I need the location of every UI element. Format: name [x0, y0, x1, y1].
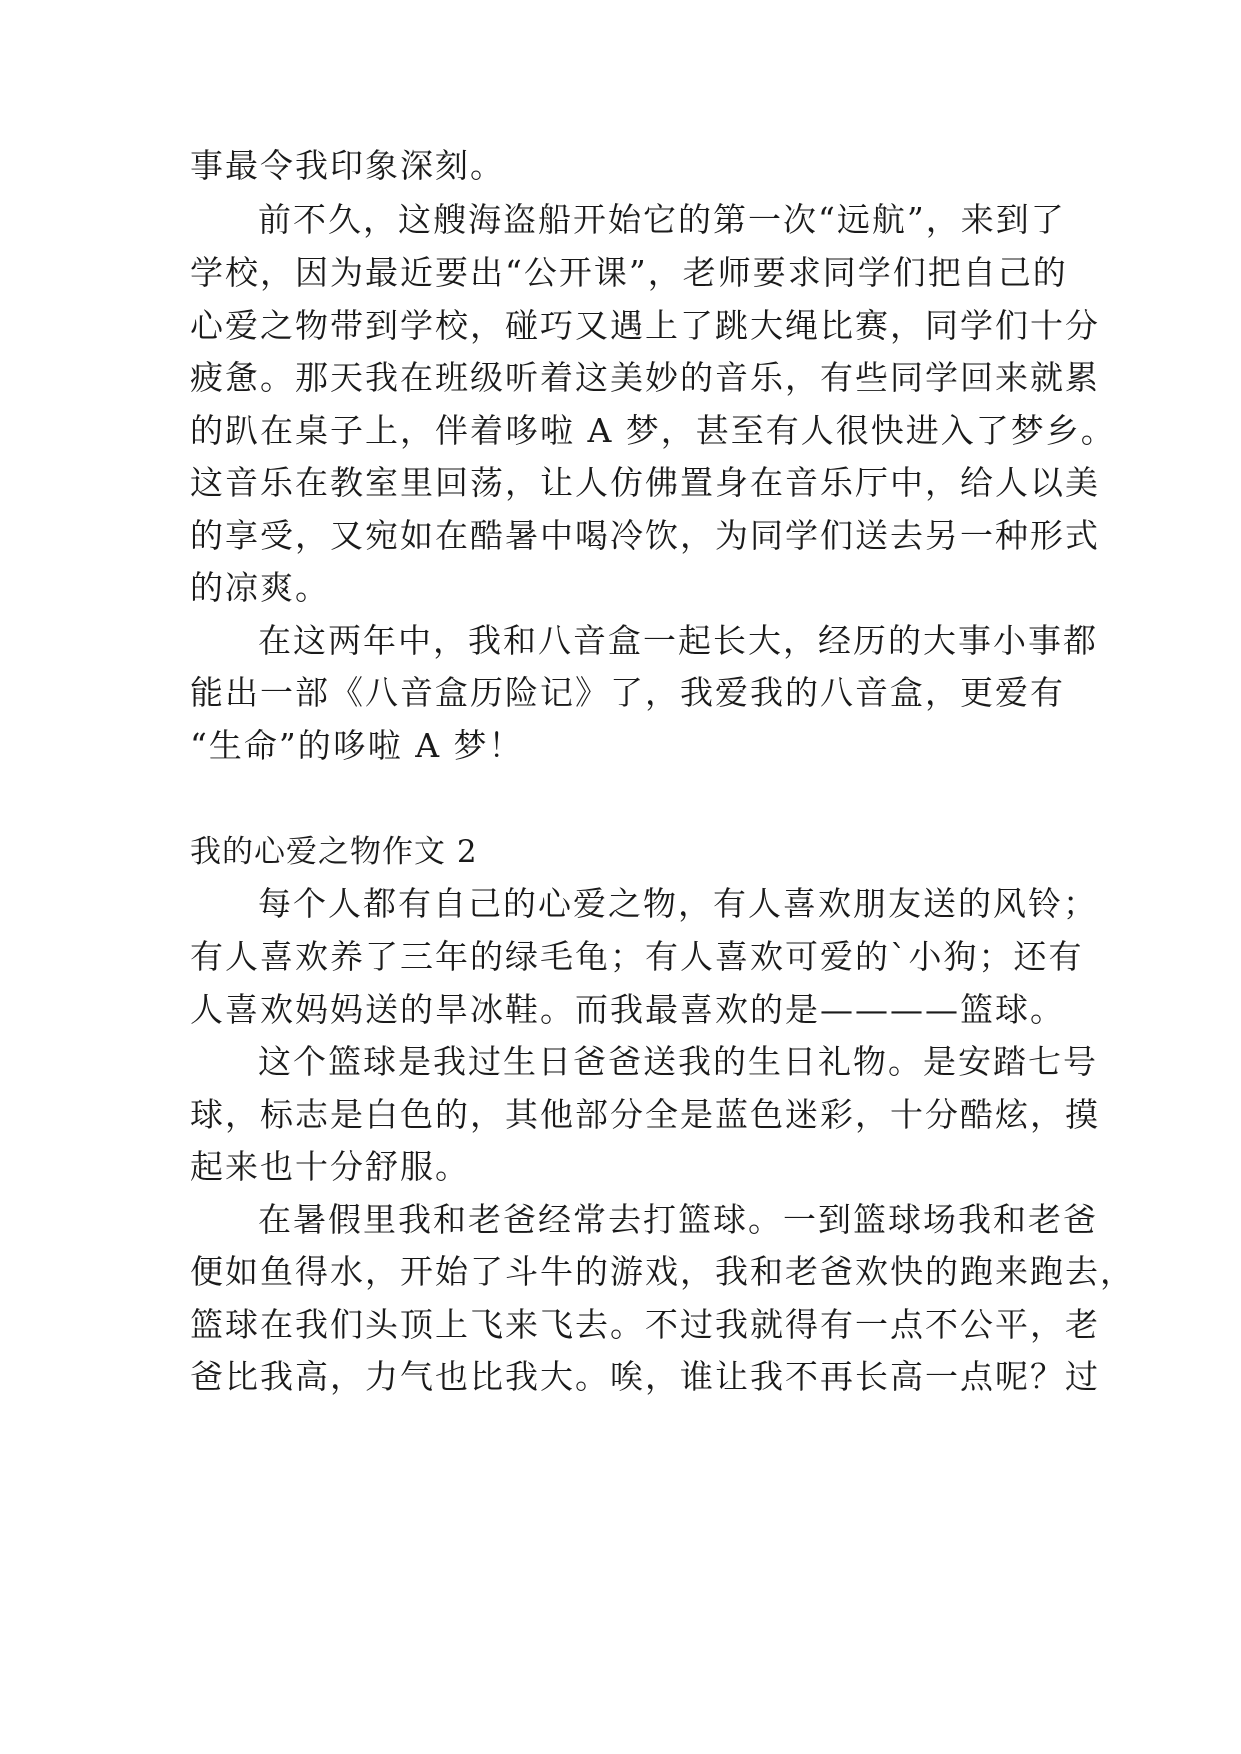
paragraph-line: 的趴在桌子上，伴着哆啦 A 梦，甚至有人很快进入了梦乡。	[190, 411, 1116, 450]
paragraph-line: 学校，因为最近要出“公开课”，老师要求同学们把自己的	[190, 253, 1068, 292]
paragraph-line: 的凉爽。	[190, 568, 330, 607]
paragraph-line: 人喜欢妈妈送的旱冰鞋。而我最喜欢的是————篮球。	[190, 990, 1065, 1029]
section-heading: 我的心爱之物作文 2	[190, 834, 478, 870]
paragraph-line: 疲惫。那天我在班级听着这美妙的音乐，有些同学回来就累	[190, 358, 1100, 397]
paragraph-line: 在这两年中，我和八音盒一起长大，经历的大事小事都	[258, 621, 1098, 660]
paragraph-line: 球，标志是白色的，其他部分全是蓝色迷彩，十分酷炫，摸	[190, 1095, 1100, 1134]
paragraph-line: 这个篮球是我过生日爸爸送我的生日礼物。是安踏七号	[258, 1042, 1098, 1081]
paragraph-line: 这音乐在教室里回荡，让人仿佛置身在音乐厅中，给人以美	[190, 463, 1100, 502]
paragraph-line: 篮球在我们头顶上飞来飞去。不过我就得有一点不公平，老	[190, 1305, 1100, 1344]
paragraph-line: 能出一部《八音盒历险记》了，我爱我的八音盒，更爱有	[190, 673, 1065, 712]
paragraph-line: 心爱之物带到学校，碰巧又遇上了跳大绳比赛，同学们十分	[190, 306, 1100, 345]
paragraph-line: 每个人都有自己的心爱之物，有人喜欢朋友送的风铃；	[258, 884, 1098, 923]
paragraph-line: 事最令我印象深刻。	[190, 146, 505, 185]
paragraph-line: 在暑假里我和老爸经常去打篮球。一到篮球场我和老爸	[258, 1200, 1098, 1239]
paragraph-line: 有人喜欢养了三年的绿毛龟；有人喜欢可爱的`小狗；还有	[190, 937, 1084, 976]
paragraph-line: “生命”的哆啦 A 梦！	[190, 726, 524, 765]
paragraph-line: 起来也十分舒服。	[190, 1147, 470, 1186]
paragraph-line: 爸比我高，力气也比我大。唉，谁让我不再长高一点呢？过	[190, 1357, 1100, 1396]
paragraph-line: 便如鱼得水，开始了斗牛的游戏，我和老爸欢快的跑来跑去，	[190, 1252, 1135, 1291]
paragraph-line: 的享受，又宛如在酷暑中喝冷饮，为同学们送去另一种形式	[190, 516, 1100, 555]
paragraph-line: 前不久，这艘海盗船开始它的第一次“远航”，来到了	[258, 200, 1066, 239]
